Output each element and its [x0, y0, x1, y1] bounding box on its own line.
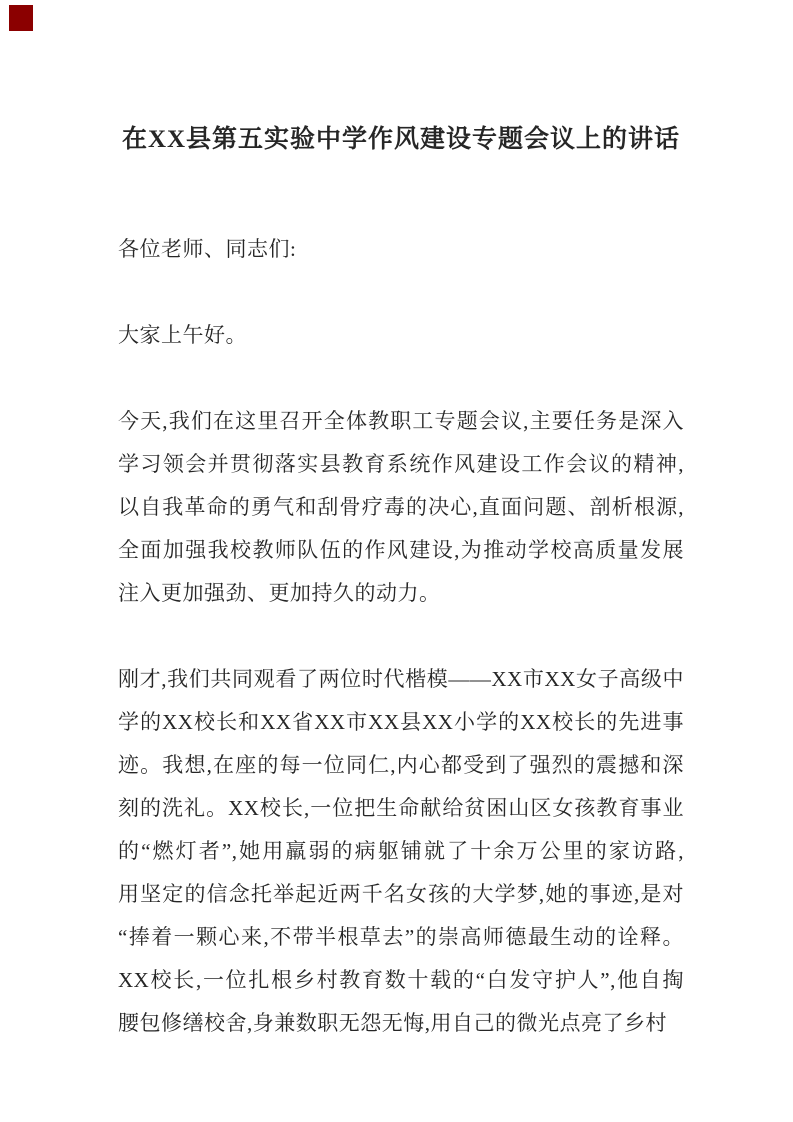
paragraph: [118, 228, 684, 271]
text-line: 注入更加强劲、更加持久的动力。: [118, 581, 441, 605]
text-line: 刚才,我们共同观看了两位时代楷模——XX市XX女子高级中: [118, 667, 684, 691]
text-line: 各位老师、同志们:: [118, 237, 297, 261]
document-body: [118, 228, 684, 1045]
text-line: 大家上午好。: [118, 323, 247, 347]
text-line: XX校长,一位扎根乡村教育数十载的“白发守护人”,他自掏: [118, 968, 684, 992]
text-line: “捧着一颗心来,不带半根草去”的崇高师德最生动的诠释。: [118, 925, 684, 949]
text-line: 用坚定的信念托举起近两千名女孩的大学梦,她的事迹,是对: [118, 882, 684, 906]
text-line: 的“燃灯者”,她用羸弱的病躯铺就了十余万公里的家访路,: [118, 839, 684, 863]
text-line: 学习领会并贯彻落实县教育系统作风建设工作会议的精神,: [118, 452, 684, 476]
document-page: [118, 118, 684, 1045]
text-line: 刻的洗礼。XX校长,一位把生命献给贫困山区女孩教育事业: [118, 796, 684, 820]
paragraph: [118, 400, 684, 615]
document-title: 在XX县第五实验中学作风建设专题会议上的讲话: [121, 126, 681, 153]
text-line: 以自我革命的勇气和刮骨疗毒的决心,直面问题、剖析根源,: [118, 495, 684, 519]
text-line: 全面加强我校教师队伍的作风建设,为推动学校高质量发展: [118, 538, 684, 562]
text-line: 今天,我们在这里召开全体教职工专题会议,主要任务是深入: [118, 409, 684, 433]
text-line: 腰包修缮校舍,身兼数职无怨无悔,用自己的微光点亮了乡村: [118, 1011, 667, 1035]
text-line: 学的XX校长和XX省XX市XX县XX小学的XX校长的先进事: [118, 710, 684, 734]
text-line: 迹。我想,在座的每一位同仁,内心都受到了强烈的震撼和深: [118, 753, 684, 777]
paragraph: [118, 314, 684, 357]
corner-marker: [9, 5, 33, 31]
paragraph: [118, 658, 684, 1045]
